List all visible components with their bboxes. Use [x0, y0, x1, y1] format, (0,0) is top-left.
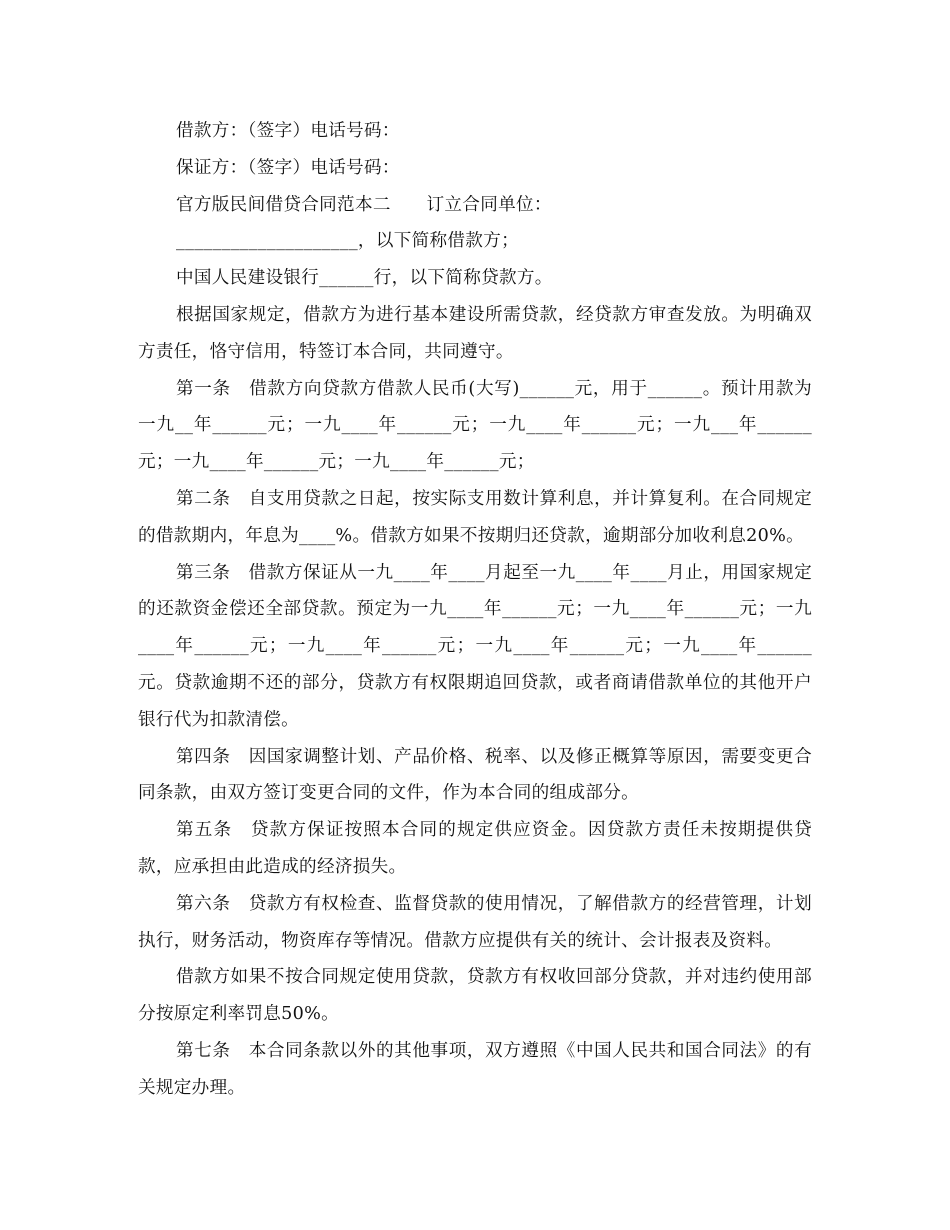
contract-body	[138, 113, 812, 1107]
article-1-paragraph: 第一条 借款方向贷款方借款人民币(大写)______元，用于______。预计用款为一九__年______元；一九____年______元；一九____年______元；一九___年______元；一九____年______元；一九____年______元；	[138, 378, 812, 473]
preamble-paragraph: 根据国家规定，借款方为进行基本建设所需贷款，经贷款方审查发放。为明确双方责任，恪守信用，特签订本合同，共同遵守。	[138, 304, 812, 362]
article-5-paragraph: 第五条 贷款方保证按照本合同的规定供应资金。因贷款方责任未按期提供贷款，应承担由此造成的经济损失。	[138, 820, 812, 877]
article-4-paragraph: 第四条 因国家调整计划、产品价格、税率、以及修正概算等原因，需要变更合同条款，由双方签订变更合同的文件，作为本合同的组成部分。	[138, 746, 812, 804]
borrower-party-line: ____________________，以下简称借款方；	[176, 231, 519, 252]
article-7-paragraph: 第七条 本合同条款以外的其他事项，双方遵照《中国人民共和国合同法》的有关规定办理。	[138, 1040, 812, 1098]
article-6-penalty-paragraph: 借款方如果不按合同规定使用贷款，贷款方有权收回部分贷款，并对违约使用部分按原定利率罚息50%。	[138, 967, 812, 1025]
article-6-paragraph: 第六条 贷款方有权检查、监督贷款的使用情况，了解借款方的经营管理，计划执行，财务活动，物资库存等情况。借款方应提供有关的统计、会计报表及资料。	[138, 893, 812, 951]
guarantor-signature-line: 保证方：（签字）电话号码：	[176, 157, 400, 178]
contract-title-line: 官方版民间借贷合同范本二 订立合同单位：	[176, 194, 552, 215]
article-3-paragraph: 第三条 借款方保证从一九____年____月起至一九____年____月止，用国家规定的还款资金偿还全部贷款。预定为一九____年______元；一九____年______元；一九____年______元；一九____年______元；一九____年______元；一九____年______元。贷款逾期不还的部分，贷款方有权限期追回贷款，或者商请借款单位的其他开户银行代为扣款清偿。	[138, 562, 812, 730]
article-2-paragraph: 第二条 自支用贷款之日起，按实际支用数计算利息，并计算复利。在合同规定的借款期内，年息为____%。借款方如果不按期归还贷款，逾期部分加收利息20%。	[138, 488, 812, 546]
borrower-signature-line: 借款方：（签字）电话号码：	[176, 121, 400, 141]
lender-party-line: 中国人民建设银行______行，以下简称贷款方。	[176, 268, 553, 289]
